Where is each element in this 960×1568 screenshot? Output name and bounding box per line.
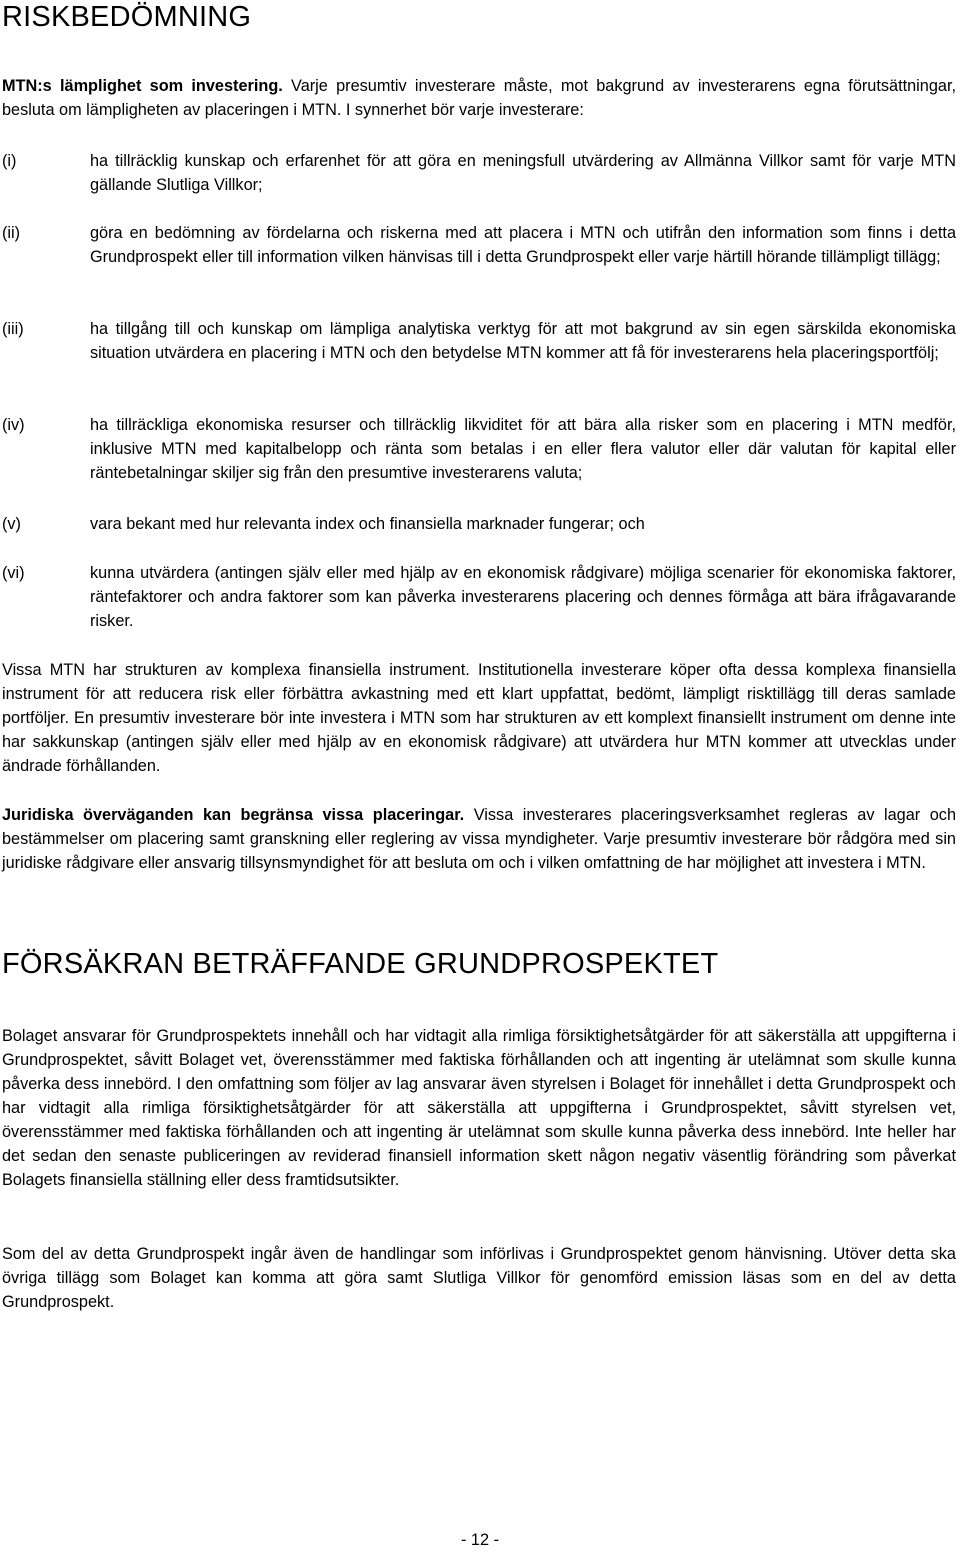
list-item-number: (iv) bbox=[2, 416, 25, 434]
incorporation-paragraph: Som del av detta Grundprospekt ingår även de handlingar som införlivas i Grundprospektet genom hänvisning. Utöver detta ska övriga tillägg som Bolaget kan komma att göra samt Slutliga Villkor för genomförd emission läsas som en del av detta Grundprospekt. bbox=[2, 1245, 956, 1311]
list-item-number: (iii) bbox=[2, 320, 24, 338]
intro-bold-lead: MTN:s lämplighet som investering. bbox=[2, 77, 283, 95]
intro-text: Varje presumtiv investerare måste, mot bakgrund av investerarens egna förutsättningar, besluta om lämpligheten av placeringen i MTN. I synnerhet bör varje investerare: bbox=[2, 77, 957, 119]
intro-paragraph bbox=[2, 74, 956, 122]
list-item-number: (v) bbox=[2, 515, 21, 533]
list-item-text: ha tillräckliga ekonomiska resurser och tillräcklig likviditet för att bära alla risker som en placering i MTN medför, inklusive MTN med kapitalbelopp och ränta som betalas i en eller flera valutor eller där valutan för kapital eller räntebetalningar skiljer sig från den presumtive investerarens valuta; bbox=[90, 416, 956, 482]
section-heading-forsakran: FÖRSÄKRAN BETRÄFFANDE GRUNDPROSPEKTET bbox=[2, 948, 719, 980]
list-item-number: (ii) bbox=[2, 224, 21, 242]
list-item-text: ha tillräcklig kunskap och erfarenhet för att göra en meningsfull utvärdering av Allmänna Villkor samt för varje MTN gällande Slutliga Villkor; bbox=[90, 152, 956, 194]
list-item-text: kunna utvärdera (antingen själv eller med hjälp av en ekonomisk rådgivare) möjliga scenarier för ekonomiska faktorer, räntefaktorer och andra faktorer som kan påverka investerarens placering och dennes förmåga att bära ifrågavarande risker. bbox=[90, 564, 956, 630]
section-heading-riskbedomning: RISKBEDÖMNING bbox=[2, 1, 252, 33]
complex-instruments-paragraph: Vissa MTN har strukturen av komplexa finansiella instrument. Institutionella investerare köper ofta dessa komplexa finansiella instrument för att reducera risk eller förbättra avkastning med ett klart uppfattat, bedömt, lämpligt risktillägg till deras samlade portföljer. En presumtiv investerare bör inte investera i MTN som har strukturen av ett komplext finansiellt instrument om denne inte har sakkunskap (antingen själv eller med hjälp av en ekonomisk rådgivare) att utvärdera hur MTN kommer att utvecklas under ändrade förhållanden. bbox=[2, 661, 956, 775]
list-item-text: vara bekant med hur relevanta index och finansiella marknader fungerar; och bbox=[90, 515, 645, 533]
list-item-number: (i) bbox=[2, 152, 17, 170]
page-number: - 12 - bbox=[460, 1531, 499, 1549]
list-item-text: ha tillgång till och kunskap om lämpliga analytiska verktyg för att mot bakgrund av sin egen särskilda ekonomiska situation utvärdera en placering i MTN och den betydelse MTN kommer att få för investerarens hela placeringsportfölj; bbox=[90, 320, 956, 362]
list-item-number: (vi) bbox=[2, 564, 25, 582]
legal-considerations-paragraph bbox=[2, 803, 956, 875]
list-item-text: göra en bedömning av fördelarna och riskerna med att placera i MTN och utifrån den information som finns i detta Grundprospekt eller till information vilken hänvisas till i detta Grundprospekt eller varje härtill hörande tillämpligt tillägg; bbox=[90, 224, 956, 266]
responsibility-paragraph: Bolaget ansvarar för Grundprospektets innehåll och har vidtagit alla rimliga försiktighetsåtgärder för att säkerställa att uppgifterna i Grundprospektet, såvitt Bolaget vet, överensstämmer med faktiska förhållanden och att ingenting är utelämnat som skulle kunna påverka dess innebörd. I den omfattning som följer av lag ansvarar även styrelsen i Bolaget för innehållet i detta Grundprospekt och har vidtagit alla rimliga försiktighetsåtgärder för att säkerställa att uppgifterna i Grundprospektet, såvitt styrelsen vet, överensstämmer med faktiska förhållanden och att ingenting är utelämnat som skulle kunna påverka dess innebörd. Inte heller har det sedan den senaste publiceringen av reviderad finansiell information skett någon negativ väsentlig förändring som påverkat Bolagets finansiella ställning eller dess framtidsutsikter. bbox=[2, 1027, 956, 1189]
legal-text: Vissa investerares placeringsverksamhet regleras av lagar och bestämmelser om placering samt granskning eller reglering av vissa myndigheter. Varje presumtiv investerare bör rådgöra med sin juridiske rådgivare eller ansvarig tillsynsmyndighet för att besluta om och i vilken omfattning de har möjlighet att investera i MTN. bbox=[2, 806, 956, 872]
legal-bold-lead: Juridiska överväganden kan begränsa vissa placeringar. bbox=[2, 806, 465, 824]
